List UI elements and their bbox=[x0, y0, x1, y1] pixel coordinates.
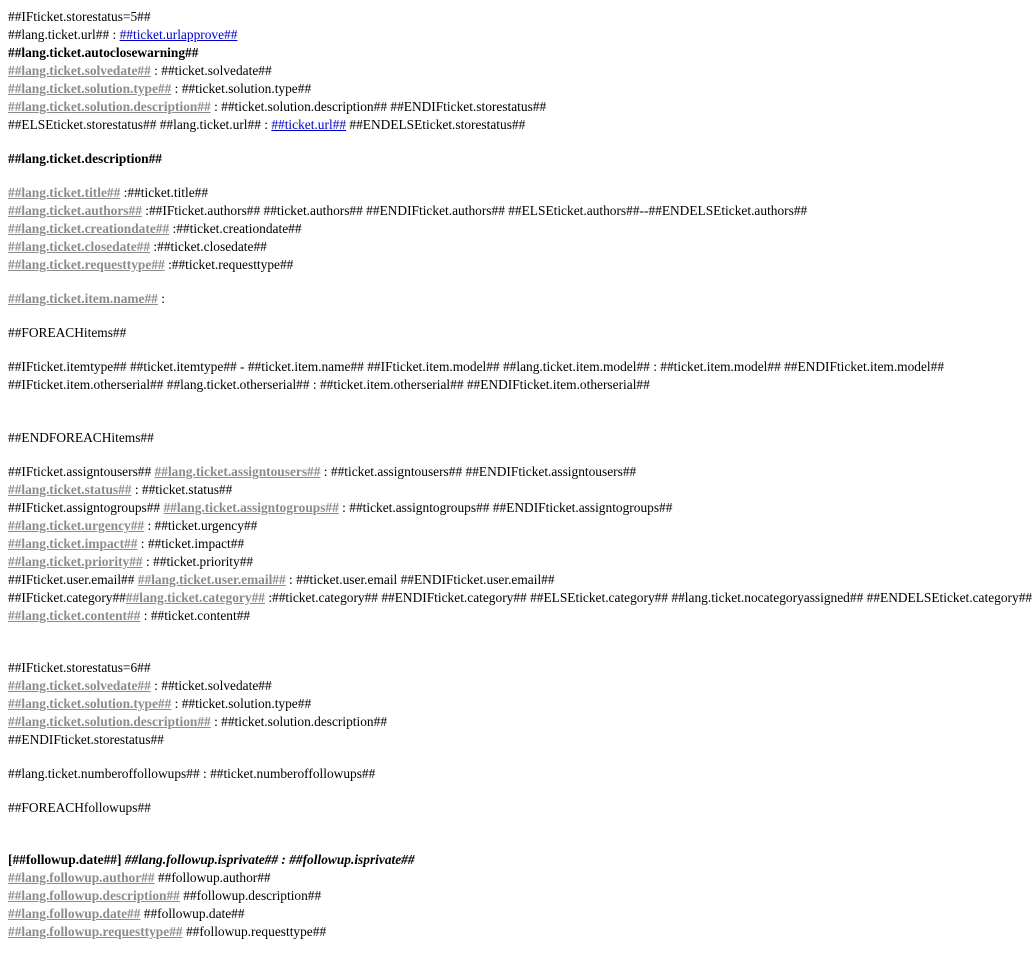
line-autoclose-warning bbox=[8, 44, 198, 62]
line-foreach-followups bbox=[8, 799, 151, 817]
line-assigntogroups bbox=[8, 499, 672, 517]
line-otherserial bbox=[8, 376, 650, 394]
field-value: : ##ticket.solution.type## bbox=[171, 81, 312, 96]
line-requesttype bbox=[8, 256, 293, 274]
line-followup-date-private bbox=[8, 851, 415, 869]
line-content bbox=[8, 607, 250, 625]
field-label: ##lang.ticket.user.email## bbox=[137, 572, 286, 587]
field-value: : ##ticket.content## bbox=[140, 608, 251, 623]
line-priority bbox=[8, 553, 253, 571]
line-text: ##lang.ticket.url## : bbox=[8, 27, 120, 42]
field-value: : ##ticket.solution.description## ##ENDIFticket.storestatus## bbox=[210, 99, 547, 114]
field-value: :##ticket.title## bbox=[120, 185, 209, 200]
field-label: ##lang.ticket.requesttype## bbox=[8, 257, 165, 272]
line-solvedate-2 bbox=[8, 677, 272, 695]
line-text: ##lang.followup.isprivate## : ##followup.isprivate## bbox=[124, 852, 415, 867]
field-value: : ##ticket.status## bbox=[131, 482, 233, 497]
line-text: ##ENDIFticket.storestatus## bbox=[8, 732, 164, 747]
line-status bbox=[8, 481, 232, 499]
field-label: ##lang.ticket.content## bbox=[8, 608, 141, 623]
url-approve-link[interactable]: ##ticket.urlapprove## bbox=[119, 27, 238, 42]
ticket-url-link[interactable]: ##ticket.url## bbox=[271, 117, 347, 132]
field-value: ##followup.requesttype## bbox=[182, 924, 327, 939]
line-else-storestatus bbox=[8, 116, 525, 134]
line-urgency bbox=[8, 517, 257, 535]
line-impact bbox=[8, 535, 244, 553]
line-followup-date bbox=[8, 905, 245, 923]
line-text: ##IFticket.item.otherserial## ##lang.ticket.otherserial## : ##ticket.item.otherserial## ##ENDIFticket.item.otherserial## bbox=[8, 377, 650, 392]
field-value: :##ticket.closedate## bbox=[150, 239, 267, 254]
field-value: : ##ticket.solvedate## bbox=[150, 678, 272, 693]
line-text: ##IFticket.user.email## bbox=[8, 572, 138, 587]
line-title bbox=[8, 184, 208, 202]
line-solution-type-2 bbox=[8, 695, 311, 713]
line-assigntousers bbox=[8, 463, 636, 481]
field-label: ##lang.ticket.category## bbox=[125, 590, 265, 605]
field-value: : ##ticket.urgency## bbox=[144, 518, 258, 533]
line-description-heading bbox=[8, 150, 162, 168]
line-followup-requesttype bbox=[8, 923, 326, 941]
field-value: : ##ticket.solution.type## bbox=[171, 696, 312, 711]
line-text: ##IFticket.category## bbox=[8, 590, 126, 605]
line-followup-author bbox=[8, 869, 271, 887]
field-label: ##lang.ticket.priority## bbox=[8, 554, 143, 569]
field-label: ##lang.ticket.solution.type## bbox=[8, 696, 172, 711]
line-solution-description-2 bbox=[8, 713, 387, 731]
field-label: ##lang.ticket.creationdate## bbox=[8, 221, 170, 236]
field-label: ##lang.followup.requesttype## bbox=[8, 924, 183, 939]
field-value: : ##ticket.impact## bbox=[137, 536, 245, 551]
field-label: ##lang.ticket.status## bbox=[8, 482, 132, 497]
line-text: ##lang.ticket.description## bbox=[8, 151, 162, 166]
line-text: ##lang.ticket.numberoffollowups## : ##ticket.numberoffollowups## bbox=[8, 766, 376, 781]
line-text: ##ENDELSEticket.storestatus## bbox=[346, 117, 526, 132]
line-creationdate bbox=[8, 220, 302, 238]
field-label: ##lang.ticket.impact## bbox=[8, 536, 138, 551]
field-label: ##lang.ticket.assigntogroups## bbox=[163, 500, 339, 515]
line-if-storestatus-6 bbox=[8, 659, 151, 677]
field-label: ##lang.ticket.solution.type## bbox=[8, 81, 172, 96]
line-if-storestatus-5 bbox=[8, 8, 151, 26]
line-text: ##lang.ticket.autoclosewarning## bbox=[8, 45, 199, 60]
line-closedate bbox=[8, 238, 267, 256]
field-label: ##lang.ticket.authors## bbox=[8, 203, 142, 218]
line-endif-storestatus bbox=[8, 731, 164, 749]
line-text: ##IFticket.itemtype## ##ticket.itemtype## - ##ticket.item.name## ##IFticket.item.model## ##lang.ticket.item.model## : ##ticket.item.model## ##ENDIFticket.item.model## bbox=[8, 359, 945, 374]
line-solvedate bbox=[8, 62, 272, 80]
line-numberoffollowups bbox=[8, 765, 375, 783]
line-user-email bbox=[8, 571, 555, 589]
line-text: ##FOREACHfollowups## bbox=[8, 800, 151, 815]
line-text: ##IFticket.storestatus=6## bbox=[8, 660, 151, 675]
field-label: ##lang.followup.author## bbox=[8, 870, 155, 885]
field-value: ##followup.date## bbox=[140, 906, 245, 921]
line-endforeach-items bbox=[8, 429, 154, 447]
field-value: :##IFticket.authors## ##ticket.authors## ##ENDIFticket.authors## ##ELSEticket.authors##--##ENDELSEticket.authors## bbox=[141, 203, 808, 218]
field-value: : ##ticket.assigntousers## ##ENDIFticket.assigntousers## bbox=[320, 464, 637, 479]
field-value: ##followup.author## bbox=[154, 870, 271, 885]
line-text: ##IFticket.storestatus=5## bbox=[8, 9, 151, 24]
line-url-approve bbox=[8, 26, 237, 44]
line-category bbox=[8, 589, 1032, 607]
field-label: ##lang.ticket.solvedate## bbox=[8, 678, 151, 693]
field-label: ##lang.ticket.solvedate## bbox=[8, 63, 151, 78]
line-item-name bbox=[8, 290, 165, 308]
field-value: :##ticket.requesttype## bbox=[164, 257, 294, 272]
line-foreach-items bbox=[8, 324, 126, 342]
field-value: : ##ticket.solvedate## bbox=[150, 63, 272, 78]
field-value: :##ticket.creationdate## bbox=[169, 221, 302, 236]
line-solution-type bbox=[8, 80, 311, 98]
field-label: ##lang.followup.description## bbox=[8, 888, 180, 903]
field-value: : ##ticket.solution.description## bbox=[210, 714, 388, 729]
line-authors bbox=[8, 202, 807, 220]
field-value: :##ticket.category## ##ENDIFticket.category## ##ELSEticket.category## ##lang.ticket.nocategoryassigned## ##ENDELSEticket.category## bbox=[264, 590, 1032, 605]
line-text: [##followup.date##] bbox=[8, 852, 125, 867]
line-text: ##ENDFOREACHitems## bbox=[8, 430, 154, 445]
line-itemtype bbox=[8, 358, 944, 376]
field-label: ##lang.ticket.solution.description## bbox=[8, 714, 211, 729]
field-value: : ##ticket.priority## bbox=[142, 554, 254, 569]
line-text: ##ELSEticket.storestatus## ##lang.ticket.url## : bbox=[8, 117, 272, 132]
field-label: ##lang.ticket.item.name## bbox=[8, 291, 158, 306]
field-label: ##lang.ticket.closedate## bbox=[8, 239, 151, 254]
line-text: ##IFticket.assigntousers## bbox=[8, 464, 155, 479]
field-value: : ##ticket.user.email ##ENDIFticket.user.email## bbox=[285, 572, 555, 587]
line-solution-description bbox=[8, 98, 546, 116]
field-value: : bbox=[157, 291, 165, 306]
field-label: ##lang.ticket.solution.description## bbox=[8, 99, 211, 114]
field-label: ##lang.ticket.title## bbox=[8, 185, 121, 200]
line-text: ##IFticket.assigntogroups## bbox=[8, 500, 164, 515]
field-value: : ##ticket.assigntogroups## ##ENDIFticket.assigntogroups## bbox=[338, 500, 673, 515]
line-text: ##FOREACHitems## bbox=[8, 325, 127, 340]
field-value: ##followup.description## bbox=[179, 888, 322, 903]
field-label: ##lang.ticket.assigntousers## bbox=[154, 464, 321, 479]
field-label: ##lang.followup.date## bbox=[8, 906, 141, 921]
field-label: ##lang.ticket.urgency## bbox=[8, 518, 145, 533]
line-followup-description bbox=[8, 887, 321, 905]
